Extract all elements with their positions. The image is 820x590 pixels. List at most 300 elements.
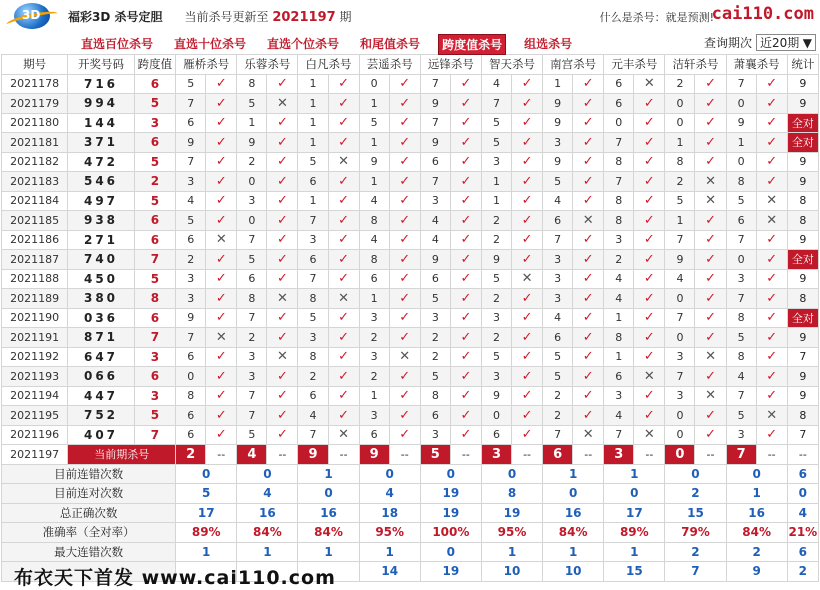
kill-number: 5 [481,133,511,153]
stats-value: 84% [237,523,298,543]
stats-value: 16 [543,503,604,523]
stats-label: 目前连错次数 [2,464,176,484]
draw-number: 546 [68,172,134,192]
check-icon: ✓ [756,425,787,445]
stats-row [2,503,819,523]
check-icon: ✓ [206,425,237,445]
issue-cell: 2021179 [2,94,68,114]
kill-number-table [1,54,819,582]
current-kill-number: 3 [604,445,634,465]
kill-number: 4 [543,191,573,211]
stats-value: 84% [726,523,787,543]
check-icon: ✓ [573,74,604,94]
column-header: 元丰杀号 [604,55,665,75]
kill-number: 0 [665,328,695,348]
kill-number: 5 [726,406,756,426]
check-icon: ✓ [756,133,787,153]
span-value: 3 [134,113,175,133]
kill-number: 6 [543,211,573,231]
kill-number: 1 [359,172,389,192]
kill-number: 8 [298,289,328,309]
check-icon: ✓ [756,328,787,348]
what-is-kill-link[interactable]: 什么是杀号：就是预测! [599,11,714,24]
kill-number: 3 [420,425,450,445]
kill-number: 5 [237,425,267,445]
stats-value: 0 [298,484,359,504]
kill-number: 6 [359,425,389,445]
check-icon: ✓ [389,74,420,94]
check-icon: ✓ [267,191,298,211]
kill-number: 4 [726,367,756,387]
issue-cell: 2021189 [2,289,68,309]
issue-cell: 2021187 [2,250,68,270]
check-icon: ✓ [634,308,665,328]
kill-number: 5 [176,211,206,231]
kill-number: 1 [665,133,695,153]
kill-number: 9 [481,250,511,270]
tab-1[interactable]: 直选十位杀号 [174,37,247,51]
kill-number: 7 [726,386,756,406]
issue-cell: 2021182 [2,152,68,172]
check-icon: ✓ [756,367,787,387]
kill-number: 6 [176,406,206,426]
stat-cell: 9 [787,328,818,348]
stats-value: 0 [604,484,665,504]
tab-3[interactable]: 和尾值杀号 [360,37,421,51]
check-icon: ✓ [512,250,543,270]
site-logo[interactable]: cai110.com [711,4,814,24]
check-icon: ✓ [450,152,481,172]
column-header: 统计 [787,55,818,75]
check-icon: ✓ [695,367,726,387]
tab-0[interactable]: 直选百位杀号 [81,37,154,51]
check-icon: ✓ [206,94,237,114]
kill-number: 3 [665,386,695,406]
stats-value: 4 [237,484,298,504]
stats-value: 1 [298,464,359,484]
chevron-down-icon: ▼ [802,35,812,50]
check-icon: ✓ [512,386,543,406]
kill-number: 0 [665,425,695,445]
check-icon: ✓ [634,113,665,133]
kill-number: 4 [176,191,206,211]
stats-value: 0 [176,464,237,484]
current-kill-number: 9 [298,445,328,465]
check-icon: ✓ [573,308,604,328]
kill-number: 2 [298,367,328,387]
check-icon: ✓ [756,113,787,133]
stats-value: 1 [298,542,359,562]
draw-number: 938 [68,211,134,231]
kill-number: 6 [420,269,450,289]
kill-number: 0 [726,94,756,114]
kill-number: 4 [604,289,634,309]
kill-number: 3 [176,289,206,309]
cross-icon: ✕ [695,172,726,192]
kill-number: 7 [176,94,206,114]
stat-cell: 8 [787,289,818,309]
check-icon: ✓ [206,367,237,387]
stat-cell: 全对 [787,113,818,133]
cross-icon: ✕ [634,425,665,445]
check-icon: ✓ [328,406,359,426]
check-icon: ✓ [695,269,726,289]
tab-2[interactable]: 直选个位杀号 [267,37,340,51]
column-header: 智天杀号 [481,55,542,75]
kill-number: 8 [420,386,450,406]
cross-icon: ✕ [695,386,726,406]
cross-icon: ✕ [389,347,420,367]
kill-number: 0 [665,406,695,426]
stats-value: 19 [481,503,542,523]
check-icon: ✓ [695,113,726,133]
check-icon: ✓ [634,289,665,309]
kill-number: 2 [665,74,695,94]
kill-number: 2 [359,328,389,348]
issue-cell: 2021180 [2,113,68,133]
stats-value: 84% [298,523,359,543]
kill-number: 7 [665,367,695,387]
table-row [2,191,819,211]
check-icon: ✓ [389,94,420,114]
kill-number: 7 [604,133,634,153]
table-row [2,367,819,387]
kill-number: 0 [726,250,756,270]
kill-number: 5 [359,113,389,133]
kill-number: 1 [298,74,328,94]
kill-number: 5 [726,328,756,348]
stats-value: 19 [420,562,481,582]
kill-number: 6 [176,230,206,250]
cross-icon: ✕ [756,406,787,426]
kill-number: 8 [726,172,756,192]
stats-row [2,523,819,543]
kill-number: 0 [481,406,511,426]
check-icon: ✓ [267,211,298,231]
kill-number: 9 [176,308,206,328]
draw-number: 450 [68,269,134,289]
check-icon: ✓ [267,425,298,445]
kill-number: 5 [543,367,573,387]
kill-number: 2 [665,172,695,192]
kill-number: 5 [237,250,267,270]
check-icon: ✓ [267,328,298,348]
stat-cell: 8 [787,211,818,231]
stats-value: 15 [604,562,665,582]
check-icon: ✓ [450,191,481,211]
nav-row [0,32,820,54]
check-icon: ✓ [450,289,481,309]
kill-number: 7 [604,425,634,445]
kill-number: 5 [420,289,450,309]
kill-number: 3 [543,250,573,270]
stats-value: 8 [481,484,542,504]
kill-number: 6 [726,211,756,231]
check-icon: ✓ [206,386,237,406]
period-label: 查询期次 [703,36,752,50]
stats-value: 10 [481,562,542,582]
check-icon: ✓ [634,211,665,231]
table-row [2,74,819,94]
tab-5[interactable]: 组选杀号 [524,37,573,51]
kill-number: 7 [481,94,511,114]
span-value: 7 [134,250,175,270]
kill-number: 8 [176,386,206,406]
kill-number: 6 [298,386,328,406]
stats-value: 0 [420,464,481,484]
span-value: 7 [134,328,175,348]
stats-value: 17 [176,503,237,523]
kill-number: 6 [359,269,389,289]
kill-number: 1 [604,308,634,328]
footer-watermark: 布衣天下首发 www.cai110.com [14,567,336,589]
kill-number: 8 [359,211,389,231]
check-icon: ✓ [389,328,420,348]
kill-number: 3 [726,425,756,445]
check-icon: ✓ [695,74,726,94]
dash-cell: -- [695,445,726,465]
kill-number: 3 [176,172,206,192]
category-tabs [78,34,575,55]
check-icon: ✓ [450,347,481,367]
kill-number: 3 [481,367,511,387]
kill-number: 6 [604,74,634,94]
check-icon: ✓ [695,289,726,309]
stats-value: 4 [787,503,818,523]
draw-number: 271 [68,230,134,250]
kill-number: 2 [543,386,573,406]
kill-number: 3 [176,269,206,289]
kill-number: 8 [604,211,634,231]
kill-number: 7 [543,230,573,250]
kill-number: 0 [726,152,756,172]
check-icon: ✓ [634,406,665,426]
check-icon: ✓ [206,152,237,172]
kill-number: 6 [604,94,634,114]
check-icon: ✓ [328,328,359,348]
span-value: 3 [134,386,175,406]
kill-number: 3 [543,289,573,309]
draw-number: 497 [68,191,134,211]
kill-number: 7 [237,230,267,250]
cross-icon: ✕ [328,152,359,172]
stats-value: 17 [604,503,665,523]
check-icon: ✓ [512,133,543,153]
tab-4[interactable]: 跨度值杀号 [438,34,506,55]
kill-number: 7 [726,230,756,250]
table-row [2,94,819,114]
column-header: 洁轩杀号 [665,55,726,75]
period-selector [704,34,816,51]
check-icon: ✓ [389,172,420,192]
kill-number: 8 [604,191,634,211]
check-icon: ✓ [573,133,604,153]
stats-value: 18 [359,503,420,523]
kill-number: 0 [237,211,267,231]
kill-number: 0 [665,94,695,114]
kill-number: 2 [481,211,511,231]
kill-number: 1 [481,172,511,192]
kill-number: 1 [543,74,573,94]
issue-cell: 2021191 [2,328,68,348]
cross-icon: ✕ [328,425,359,445]
issue-cell: 2021197 [2,445,68,465]
kill-number: 5 [420,367,450,387]
issue-cell: 2021193 [2,367,68,387]
kill-number: 5 [481,269,511,289]
dash-cell: -- [328,445,359,465]
kill-number: 7 [420,113,450,133]
kill-number: 4 [420,211,450,231]
span-value: 8 [134,289,175,309]
check-icon: ✓ [450,269,481,289]
kill-number: 2 [481,289,511,309]
stat-cell: 全对 [787,250,818,270]
cross-icon: ✕ [756,211,787,231]
stats-value: 1 [237,542,298,562]
check-icon: ✓ [573,230,604,250]
kill-number: 7 [665,230,695,250]
stats-value: 1 [604,542,665,562]
current-label: 当前期杀号 [68,445,176,465]
table-row [2,230,819,250]
kill-number: 7 [726,74,756,94]
stats-value: 19 [420,503,481,523]
column-header: 跨度值 [134,55,175,75]
check-icon: ✓ [695,425,726,445]
check-icon: ✓ [634,133,665,153]
check-icon: ✓ [512,74,543,94]
kill-number: 3 [543,133,573,153]
period-dropdown[interactable]: 近20期 ▼ [756,34,816,51]
kill-number: 7 [237,386,267,406]
kill-number: 6 [298,250,328,270]
check-icon: ✓ [267,269,298,289]
check-icon: ✓ [389,269,420,289]
kill-number: 8 [604,152,634,172]
column-header: 萧襄杀号 [726,55,787,75]
check-icon: ✓ [512,406,543,426]
check-icon: ✓ [634,250,665,270]
kill-number: 9 [420,94,450,114]
stats-value: 19 [420,484,481,504]
stat-cell: 9 [787,74,818,94]
cross-icon: ✕ [573,425,604,445]
check-icon: ✓ [695,94,726,114]
issue-cell: 2021184 [2,191,68,211]
kill-number: 6 [481,425,511,445]
check-icon: ✓ [634,230,665,250]
stat-cell: 7 [787,425,818,445]
check-icon: ✓ [450,133,481,153]
draw-number: 994 [68,94,134,114]
stats-row [2,484,819,504]
draw-number: 752 [68,406,134,426]
check-icon: ✓ [450,230,481,250]
stat-cell: 全对 [787,308,818,328]
table-row [2,113,819,133]
kill-number: 4 [298,406,328,426]
stats-value: 16 [237,503,298,523]
table-row [2,133,819,153]
kill-number: 3 [359,406,389,426]
current-kill-number: 3 [481,445,511,465]
check-icon: ✓ [389,425,420,445]
check-icon: ✓ [756,94,787,114]
dash-cell: -- [634,445,665,465]
check-icon: ✓ [389,133,420,153]
draw-number: 447 [68,386,134,406]
span-value: 6 [134,308,175,328]
stats-value: 1 [176,542,237,562]
column-header: 开奖号码 [68,55,134,75]
check-icon: ✓ [573,406,604,426]
check-icon: ✓ [756,269,787,289]
check-icon: ✓ [573,347,604,367]
dash-cell: -- [573,445,604,465]
lottery-logo: 3D [0,0,68,32]
kill-number: 9 [237,133,267,153]
stats-value: 84% [543,523,604,543]
draw-number: 407 [68,425,134,445]
check-icon: ✓ [756,347,787,367]
kill-number: 8 [359,250,389,270]
cross-icon: ✕ [695,191,726,211]
check-icon: ✓ [512,211,543,231]
kill-number: 1 [359,94,389,114]
check-icon: ✓ [450,94,481,114]
issue-cell: 2021195 [2,406,68,426]
check-icon: ✓ [573,367,604,387]
table-row [2,308,819,328]
check-icon: ✓ [695,152,726,172]
check-icon: ✓ [389,406,420,426]
check-icon: ✓ [634,191,665,211]
check-icon: ✓ [206,347,237,367]
check-icon: ✓ [756,74,787,94]
check-icon: ✓ [756,289,787,309]
stats-value: 1 [543,542,604,562]
kill-number: 8 [298,347,328,367]
kill-number: 6 [176,347,206,367]
current-row [2,445,819,465]
check-icon: ✓ [389,152,420,172]
check-icon: ✓ [695,328,726,348]
check-icon: ✓ [389,308,420,328]
check-icon: ✓ [206,289,237,309]
check-icon: ✓ [328,230,359,250]
kill-number: 1 [298,113,328,133]
check-icon: ✓ [695,308,726,328]
check-icon: ✓ [512,152,543,172]
check-icon: ✓ [389,113,420,133]
kill-number: 3 [298,328,328,348]
check-icon: ✓ [634,152,665,172]
check-icon: ✓ [328,113,359,133]
kill-number: 3 [359,308,389,328]
check-icon: ✓ [512,347,543,367]
table-row [2,425,819,445]
table-row [2,289,819,309]
kill-number: 4 [359,191,389,211]
column-header: 南宫杀号 [543,55,604,75]
check-icon: ✓ [756,250,787,270]
kill-number: 9 [359,152,389,172]
check-icon: ✓ [512,289,543,309]
cross-icon: ✕ [267,94,298,114]
draw-number: 716 [68,74,134,94]
draw-number: 472 [68,152,134,172]
